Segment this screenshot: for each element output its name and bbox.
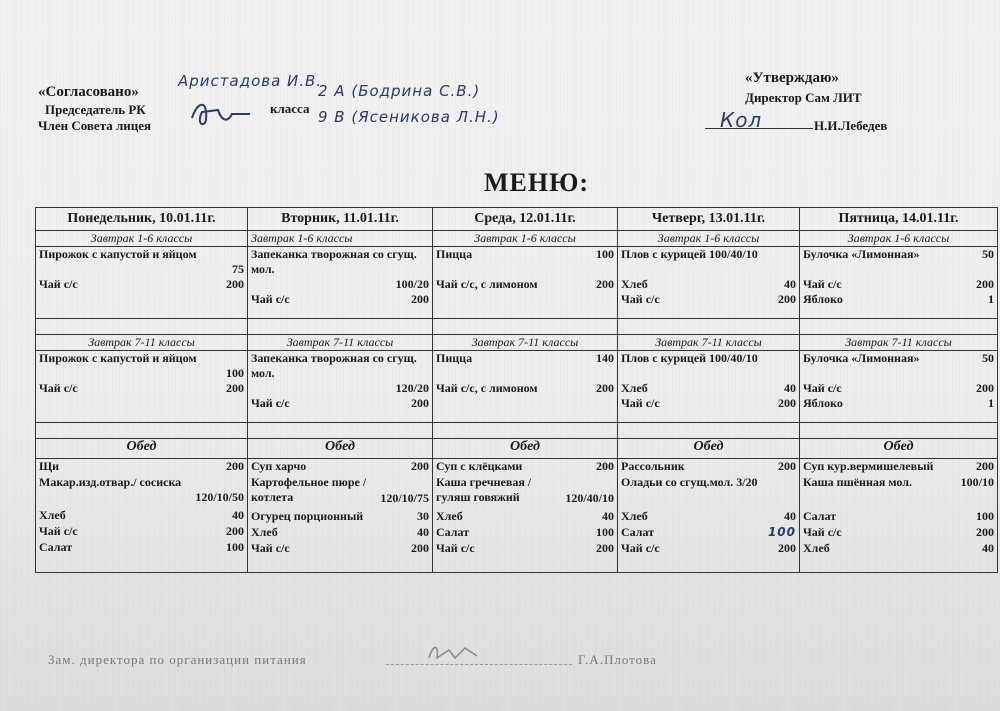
dish-item: [621, 475, 796, 509]
dish-item: [803, 525, 994, 541]
dish-name: Хлеб: [621, 277, 648, 291]
section-row-breakfast-2: [36, 335, 998, 351]
dish-qty: 30: [417, 509, 429, 523]
page-title: МЕНЮ:: [484, 168, 590, 197]
day-header: Среда, 12.01.11г.: [433, 208, 618, 231]
dish-item: [621, 396, 796, 411]
class-label: класса: [270, 101, 310, 116]
dish-name: Салат: [436, 525, 470, 539]
dish-item: [803, 459, 994, 475]
dish-name: Чай с/с: [251, 396, 290, 410]
dish-item: [803, 292, 994, 307]
dish-name: Чай с/с: [436, 541, 475, 555]
dish-qty: 200: [778, 292, 796, 306]
dish-qty: 1: [988, 292, 994, 306]
dish-qty: 200: [596, 541, 614, 555]
dish-qty: 50: [982, 247, 994, 261]
dish-qty: [792, 475, 796, 509]
director-signature: Кол: [720, 108, 763, 132]
section-label: Завтрак 1-6 классы: [618, 231, 800, 247]
day-header: Пятница, 14.01.11г.: [800, 208, 998, 231]
dish-item: [621, 277, 796, 292]
dish-qty: 40: [602, 509, 614, 523]
breakfast-2-row: [36, 351, 998, 423]
dish-name: Каша гречневая / гуляш говяжий: [436, 475, 532, 504]
dish-item: [803, 509, 994, 525]
dish-qty: 200: [976, 459, 994, 473]
chair-label: Председатель РК: [45, 102, 146, 117]
dish-name: Рассольник: [621, 459, 685, 473]
approve-heading: «Утверждаю»: [745, 70, 839, 86]
section-label: Обед: [36, 439, 248, 459]
dish-name: Хлеб: [436, 509, 463, 523]
dish-qty: 200: [411, 292, 429, 306]
dish-name: Пицца: [436, 351, 473, 365]
section-label: Завтрак 7-11 классы: [800, 335, 998, 351]
footer-caption: Зам. директора по организации питания: [48, 652, 307, 667]
dish-name: Салат: [621, 525, 655, 539]
dish-name: Суп кур.вермишелевый: [803, 459, 934, 473]
dish-item: [621, 525, 796, 541]
cell-tue: [248, 351, 433, 423]
cell-tue: [248, 459, 433, 573]
breakfast-1-row: [36, 247, 998, 319]
section-label: Завтрак 1-6 классы: [248, 231, 433, 247]
director-label: Директор Сам ЛИТ: [745, 90, 862, 105]
dish-qty: 200: [226, 459, 244, 473]
dish-qty: 120/20: [395, 381, 429, 395]
dish-item: [436, 277, 614, 292]
signature-line: [705, 128, 813, 129]
dish-qty: 120/10/75: [380, 491, 429, 505]
dish-name: Булочка «Лимонная»: [803, 247, 920, 261]
dish-name: Хлеб: [621, 381, 648, 395]
dish-item: [39, 277, 244, 292]
dish-name: Булочка «Лимонная»: [803, 351, 920, 365]
dish-item: [251, 459, 429, 475]
day-header: Вторник, 11.01.11г.: [248, 208, 433, 231]
dish-name: Салат: [39, 540, 73, 554]
dish-qty: 200: [596, 459, 614, 473]
dish-qty: 200: [411, 541, 429, 555]
dish-name: Чай с/с: [803, 277, 842, 291]
dish-item: [621, 247, 796, 277]
lunch-row: [36, 459, 998, 573]
dish-item: [436, 541, 614, 556]
dish-qty: [792, 247, 796, 277]
cell-fri: [800, 247, 998, 319]
dish-name: Хлеб: [803, 541, 830, 555]
dish-item: [803, 541, 994, 556]
cell-thu: [618, 459, 800, 573]
dish-qty: 100: [596, 525, 614, 539]
dish-qty: 200: [411, 459, 429, 473]
dish-item: [803, 381, 994, 396]
dish-qty: 100: [976, 509, 994, 523]
dish-qty: 100: [596, 247, 614, 261]
dish-qty: 200: [778, 396, 796, 410]
cell-wed: [433, 351, 618, 423]
dish-item: [251, 292, 429, 307]
dish-name: Картофельное пюре /котлета: [251, 475, 367, 504]
dish-qty: 200: [226, 381, 244, 395]
dish-item: [39, 459, 244, 475]
dish-name: Чай с/с: [39, 381, 78, 395]
dish-item: [39, 381, 244, 396]
dish-qty: 40: [784, 277, 796, 291]
dish-name: Чай с/с: [621, 292, 660, 306]
dish-qty: 40: [417, 525, 429, 539]
handwritten-class-line-1: 2 А (Бодрина С.В.): [318, 82, 481, 100]
dish-name: Чай с/с, с лимоном: [436, 277, 538, 291]
dish-qty: [792, 351, 796, 381]
dish-qty: 100: [226, 540, 244, 554]
dish-item: [436, 509, 614, 525]
dish-name: Чай с/с: [39, 524, 78, 538]
section-label: Завтрак 7-11 классы: [618, 335, 800, 351]
section-row-breakfast-1: [36, 231, 998, 247]
signature-scribble: [188, 96, 258, 135]
cell-thu: [618, 351, 800, 423]
dish-name: Хлеб: [621, 509, 648, 523]
dish-item: [803, 475, 994, 509]
dish-qty: 1: [988, 396, 994, 410]
cell-mon: [36, 351, 248, 423]
dish-name: Чай с/с: [803, 525, 842, 539]
dish-item: [251, 396, 429, 411]
cell-mon: [36, 247, 248, 319]
dish-item: [436, 459, 614, 475]
menu-table: [35, 207, 998, 573]
dish-qty: 40: [982, 541, 994, 555]
dish-item: [251, 541, 429, 556]
dish-item: [39, 508, 244, 524]
empty-row: [36, 319, 998, 335]
dish-qty: 40: [784, 509, 796, 523]
section-label: Завтрак 1-6 классы: [433, 231, 618, 247]
dish-name: Чай с/с: [803, 381, 842, 395]
dish-name: Макар.изд.отвар./ сосиска: [39, 475, 182, 489]
dish-item: [621, 541, 796, 556]
dish-name: Запеканка творожная со сгущ. мол.: [251, 247, 417, 276]
section-label: Завтрак 1-6 классы: [36, 231, 248, 247]
dish-name: Яблоко: [803, 292, 843, 306]
dish-name: Чай с/с: [39, 277, 78, 291]
cell-wed: [433, 459, 618, 573]
dish-qty: 100/20: [395, 277, 429, 291]
dish-item: [39, 524, 244, 540]
council-member-label: Член Совета лицея: [38, 118, 152, 133]
dish-item: [436, 525, 614, 541]
days-header-row: [36, 208, 998, 231]
dish-name: Пицца: [436, 247, 473, 261]
dish-name: Чай с/с: [251, 292, 290, 306]
dish-item: [621, 292, 796, 307]
dish-name: Хлеб: [39, 508, 66, 522]
section-label: Обед: [800, 439, 998, 459]
dish-name: Запеканка творожная со сгущ. мол.: [251, 351, 417, 380]
director-name: Н.И.Лебедев: [814, 118, 888, 133]
cell-wed: [433, 247, 618, 319]
dish-name: Суп харчо: [251, 459, 307, 473]
dish-name: Плов с курицей 100/40/10: [621, 351, 758, 365]
agreed-heading: «Согласовано»: [38, 84, 139, 100]
dish-name: Плов с курицей 100/40/10: [621, 247, 758, 261]
cell-mon: [36, 459, 248, 573]
dish-name: Суп с клёцками: [436, 459, 523, 473]
dish-qty: 100: [767, 525, 796, 539]
dish-qty: 200: [778, 541, 796, 555]
dish-item: [803, 277, 994, 292]
section-label: Завтрак 7-11 классы: [433, 335, 618, 351]
cell-tue: [248, 247, 433, 319]
day-header: Понедельник, 10.01.11г.: [36, 208, 248, 231]
dish-qty: 200: [226, 277, 244, 291]
dish-name: Чай с/с: [621, 396, 660, 410]
dish-name: Чай с/с: [621, 541, 660, 555]
dish-item: [621, 509, 796, 525]
dish-qty: 140: [596, 351, 614, 365]
dish-item: [621, 351, 796, 381]
cell-fri: [800, 351, 998, 423]
dish-qty: 200: [976, 525, 994, 539]
dish-item: [621, 459, 796, 475]
section-label: Обед: [248, 439, 433, 459]
dish-name: Хлеб: [251, 525, 278, 539]
day-header: Четверг, 13.01.11г.: [618, 208, 800, 231]
dish-qty: 50: [982, 351, 994, 365]
dish-qty: 40: [784, 381, 796, 395]
section-row-lunch: [36, 439, 998, 459]
dish-name: Яблоко: [803, 396, 843, 410]
section-label: Обед: [433, 439, 618, 459]
dish-qty: 100: [226, 366, 244, 380]
dish-item: [251, 509, 429, 525]
dish-item: [436, 247, 614, 277]
section-label: Завтрак 7-11 классы: [248, 335, 433, 351]
dish-item: [621, 381, 796, 396]
dish-item: [803, 396, 994, 411]
dish-name: Щи: [39, 459, 60, 473]
dish-name: Огурец порционный: [251, 509, 364, 523]
dish-name: Чай с/с, с лимоном: [436, 381, 538, 395]
cell-thu: [618, 247, 800, 319]
dish-item: [436, 351, 614, 381]
section-label: Обед: [618, 439, 800, 459]
handwritten-name: Аристадова И.В.: [178, 72, 323, 90]
dish-item: [251, 525, 429, 541]
dish-name: Пирожок с капустой и яйцом: [39, 247, 197, 261]
dish-qty: 200: [596, 277, 614, 291]
dish-item: [39, 540, 244, 555]
dish-name: Чай с/с: [251, 541, 290, 555]
empty-row: [36, 423, 998, 439]
dish-name: Салат: [803, 509, 837, 523]
dish-qty: 200: [226, 524, 244, 538]
dish-qty: 200: [976, 381, 994, 395]
dish-name: Каша пшённая мол.: [803, 475, 912, 489]
dish-qty: 120/40/10: [565, 491, 614, 505]
dish-qty: 200: [976, 277, 994, 291]
footer-name: Г.А.Плотова: [578, 652, 657, 667]
dish-qty: 200: [596, 381, 614, 395]
dish-name: Пирожок с капустой и яйцом: [39, 351, 197, 365]
dish-item: [803, 247, 994, 277]
dish-qty: 75: [232, 262, 244, 276]
dish-item: [803, 351, 994, 381]
footer-signature: [425, 640, 495, 669]
dish-qty: 100/10: [960, 475, 994, 489]
dish-qty: 40: [232, 508, 244, 522]
dish-qty: 120/10/50: [195, 490, 244, 504]
dish-qty: 200: [778, 459, 796, 473]
section-label: Завтрак 1-6 классы: [800, 231, 998, 247]
dish-name: Оладьи со сгущ.мол. 3/20: [621, 475, 758, 489]
handwritten-class-line-2: 9 В (Ясеникова Л.Н.): [318, 108, 500, 126]
section-label: Завтрак 7-11 классы: [36, 335, 248, 351]
dish-qty: 200: [411, 396, 429, 410]
dish-item: [436, 381, 614, 396]
cell-fri: [800, 459, 998, 573]
